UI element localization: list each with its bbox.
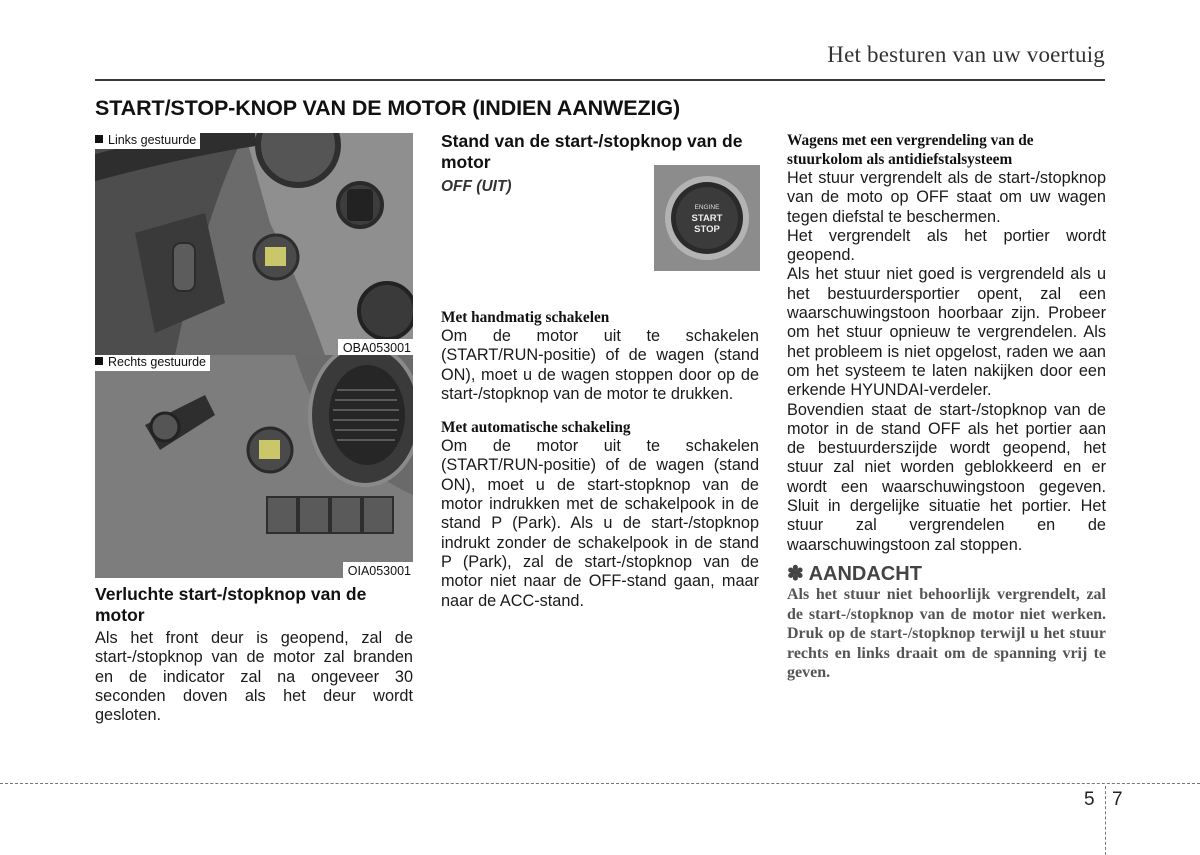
stop-label: STOP — [694, 224, 720, 235]
figure-code: OIA053001 — [343, 562, 413, 578]
paragraph-steering-lock-3: Als het stuur niet goed is vergrendeld als u het bestuurdersportier opent, zal een waarschuwingstoon hoorbaar zijn. Probeer om het stuur opnieuw te vergrendelen. Als het probleem is niet opgelost, raden we aan om het systeem te laten nakijken door een erkende HYUNDAI-verdeler. — [787, 265, 1106, 400]
page-section-number: 5 — [1084, 789, 1095, 810]
heading-automatic-shift: Met automatische schakeling — [441, 419, 631, 437]
caution-asterisk-icon: ✽ — [787, 562, 804, 585]
left-column — [95, 584, 413, 725]
section-title: START/STOP-KNOP VAN DE MOTOR (INDIEN AANWEZIG) — [95, 96, 681, 120]
paragraph-steering-lock-2: Het vergrendelt als het portier wordt geopend. — [787, 226, 1106, 265]
heading-manual-shift: Met handmatig schakelen — [441, 309, 610, 326]
figure-label-text: Links gestuurde — [108, 133, 197, 147]
figure-left-hand-drive — [95, 133, 413, 355]
figure-label — [95, 355, 210, 371]
engine-label: ENGINE — [694, 204, 720, 211]
engine-button-icon — [654, 165, 760, 271]
engine-start-stop-button-image — [654, 165, 760, 271]
heading-illuminated-button: Verluchte start-/stopknop van de motor — [95, 584, 367, 625]
paragraph-automatic-shift: Om de motor uit te schakelen (START/RUN-positie) of de wagen (stand ON), moet u de start-stopknop van de motor indrukken met de schakelpook in de stand P (Park). Als u de start-/stopknop indrukt zonder de schakelpook in de stand P (Park), zal de start-/stopknop van de motor niet naar de OFF-stand gaan, maar naar de ACC-stand. — [441, 437, 759, 610]
heading-button-position: Stand van de start-/stopknop van de motor — [441, 131, 743, 172]
figure-label — [95, 133, 200, 149]
bullet-square-icon — [95, 135, 103, 143]
caution-heading — [787, 562, 1106, 585]
page-number: 7 — [1112, 789, 1123, 810]
dashboard-right-illustration — [95, 355, 413, 578]
paragraph-steering-lock-4: Bovendien staat de start-/stopknop van de motor in de stand OFF als het portier aan de bestuurderszijde wordt geopend, het stuur zal niet worden geblokkeerd en er wordt een waarschuwingstoon gegeven. Sluit in dergelijke situatie het portier. Het stuur zal vergrendelen en de waarschuwingstoon zal stoppen. — [787, 400, 1106, 554]
middle-column-body — [441, 308, 759, 611]
start-label: START — [691, 213, 723, 224]
caution-text: Als het stuur niet behoorlijk vergrendelt, zal de start-/stopknop van de motor niet werken. Druk op de start-/stopknop terwijl u het stuur rechts en links draait om de spanning vrij te geven. — [787, 586, 1106, 682]
paragraph-illuminated-button: Als het front deur is geopend, zal de start-/stopknop van de motor zal branden en de indicator zal na ongeveer 30 seconden doven als het deur wordt gesloten. — [95, 629, 413, 725]
bullet-square-icon — [95, 357, 103, 365]
subheading-off: OFF (UIT) — [441, 178, 512, 195]
figure-right-hand-drive — [95, 355, 413, 578]
caution-title: AANDACHT — [808, 562, 922, 585]
footer-vertical-dashed-rule — [1105, 786, 1106, 855]
figure-label-text: Rechts gestuurde — [108, 355, 206, 369]
running-header: Het besturen van uw voertuig — [827, 42, 1105, 67]
right-column — [787, 131, 1106, 683]
dashboard-left-illustration — [95, 133, 413, 355]
figure-code: OBA053001 — [338, 339, 413, 355]
paragraph-manual-shift: Om de motor uit te schakelen (START/RUN-positie) of de wagen (stand ON), moet u de wagen stoppen door op de start-/stopknop van de motor te drukken. — [441, 327, 759, 403]
heading-steering-lock: Wagens met een vergrendeling van de stuurkolom als antidiefstalsysteem — [787, 132, 1034, 168]
footer-dashed-rule — [0, 783, 1200, 784]
paragraph-steering-lock-1: Het stuur vergrendelt als de start-/stopknop van de moto op OFF staat om uw wagen tegen diefstal te beschermen. — [787, 169, 1106, 226]
header-rule — [95, 79, 1105, 81]
